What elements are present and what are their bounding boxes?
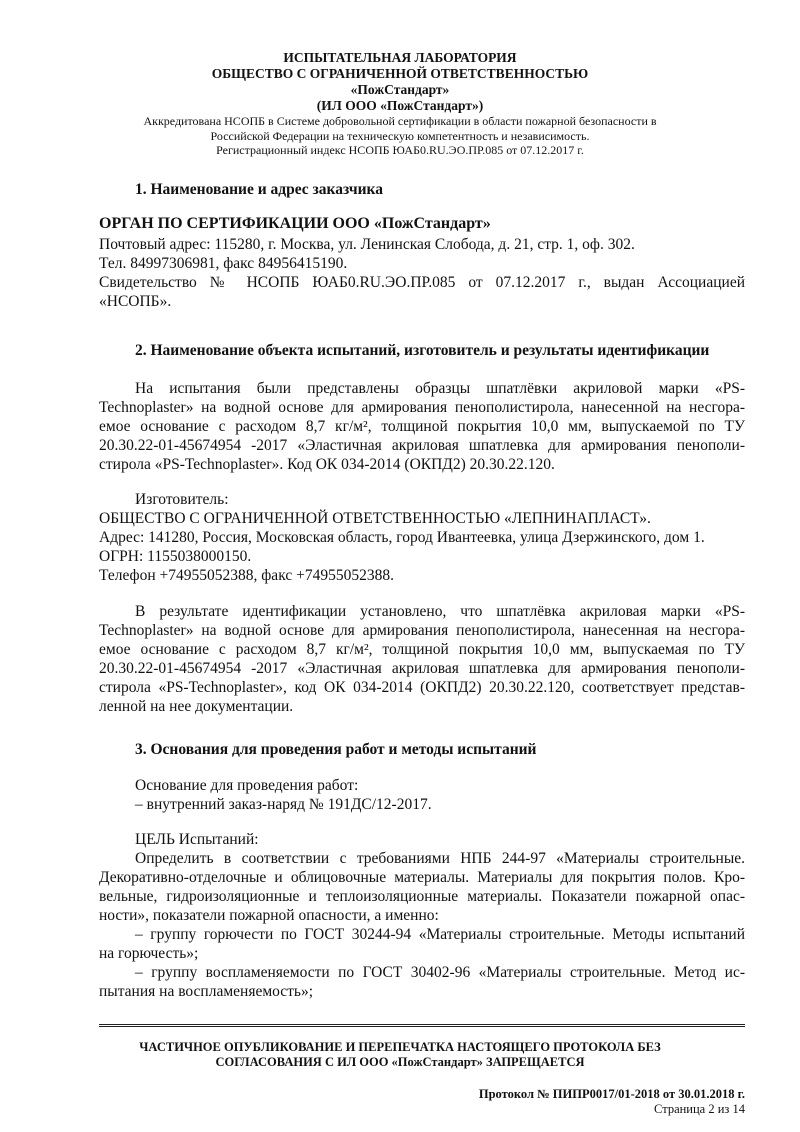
basis-label: Основание для проведения работ: <box>135 777 359 794</box>
goal-item-1-line-2: на горючесть»; <box>99 945 199 962</box>
goal-label: ЦЕЛЬ Испытаний: <box>135 831 259 848</box>
goal-item-2-line-2: пытания на воспламеняемость»; <box>99 983 314 1000</box>
object-paragraph-line-1: На испытания были представлены образцы шпатлёвки акриловой марки «PS- <box>135 380 745 397</box>
goal-item-1-line-1: – группу горючести по ГОСТ 30244-94 «Материалы строительные. Методы испытаний <box>135 926 745 943</box>
basis-item: – внутренний заказ-наряд № 191ДС/12-2017. <box>135 796 432 813</box>
goal-line-3: вельные, гидроизоляционные и теплоизоляционные материалы. Показатели пожарной опас- <box>99 888 745 905</box>
section-3-title: 3. Основания для проведения работ и методы испытаний <box>135 741 537 758</box>
object-paragraph-line-3: емое основание с расходом 8,7 кг/м², толщиной покрытия 10,0 мм, выпускаемой по ТУ <box>99 418 745 435</box>
header-line-2: ОБЩЕСТВО С ОГРАНИЧЕННОЙ ОТВЕТСТВЕННОСТЬЮ <box>211 66 589 81</box>
identification-paragraph-line-5: стирола «PS-Technoplaster», код ОК 034-2014 (ОКПД2) 20.30.22.120, соответствует представ- <box>99 679 745 696</box>
manufacturer-label: Изготовитель: <box>135 491 229 508</box>
manufacturer-phone: Телефон +74955052388, факс +74955052388. <box>99 567 394 584</box>
manufacturer-ogrn: ОГРН: 1155038000150. <box>99 548 252 565</box>
manufacturer-name: ОБЩЕСТВО С ОГРАНИЧЕННОЙ ОТВЕТСТВЕННОСТЬЮ «ЛЕПНИНАПЛАСТ». <box>99 510 651 527</box>
identification-paragraph-line-3: емое основание с расходом 8,7 кг/м², толщиной покрытия 10,0 мм, выпускаемая по ТУ <box>99 641 745 658</box>
object-paragraph-line-5: стирола «PS-Technoplaster». Код ОК 034-2014 (ОКПД2) 20.30.22.120. <box>99 456 555 473</box>
footer-notice <box>0 1040 800 1070</box>
object-paragraph-line-4: 20.30.22-01-45674954 -2017 «Эластичная акриловая шпатлевка для армирования пенополи- <box>99 437 745 454</box>
section-2-title: 2. Наименование объекта испытаний, изготовитель и результаты идентификации <box>135 342 710 359</box>
accreditation-line-2: Российской Федерации на техническую компетентность и независимость. <box>210 128 590 143</box>
header-line-1: ИСПЫТАТЕЛЬНАЯ ЛАБОРАТОРИЯ <box>283 50 517 65</box>
goal-line-2: Декоративно-отделочные и облицовочные материалы. Материалы для покрытия полов. Кро- <box>99 869 745 886</box>
page-number: Страница 2 из 14 <box>654 1102 745 1116</box>
customer-certificate-line-1: Свидетельство № НСОПБ ЮАБ0.RU.ЭО.ПР.085 от 07.12.2017 г., выдан Ассоциацией <box>99 274 745 291</box>
object-paragraph-line-2: Technoplaster» на водной основе для армирования пенополистирола, нанесенной на несгора- <box>99 399 745 416</box>
header-line-4: (ИЛ ООО «ПожСтандарт») <box>316 98 484 113</box>
identification-paragraph-line-2: Technoplaster» на водной основе для армирования пенополистирола, нанесенная на несгора- <box>99 622 745 639</box>
customer-address: Почтовый адрес: 115280, г. Москва, ул. Ленинская Слобода, д. 21, стр. 1, оф. 302. <box>99 236 635 253</box>
footer-notice-line-2: СОГЛАСОВАНИЯ С ИЛ ООО «ПожСтандарт» ЗАПРЕЩАЕТСЯ <box>215 1055 585 1069</box>
lab-header <box>0 50 800 158</box>
goal-line-4: ности», показатели пожарной опасности, а именно: <box>99 907 439 924</box>
header-line-3: «ПожСтандарт» <box>350 82 450 97</box>
accreditation-line-3: Регистрационный индекс НСОПБ ЮАБ0.RU.ЭО.ПР.085 от 07.12.2017 г. <box>216 143 584 157</box>
identification-paragraph-line-6: ленной на нее документации. <box>99 698 294 715</box>
footer-notice-line-1: ЧАСТИЧНОЕ ОПУБЛИКОВАНИЕ И ПЕРЕПЕЧАТКА НАСТОЯЩЕГО ПРОТОКОЛА БЕЗ <box>139 1040 661 1054</box>
customer-phone: Тел. 84997306981, факс 84956415190. <box>99 255 348 272</box>
identification-paragraph-line-4: 20.30.22-01-45674954 -2017 «Эластичная акриловая шпатлевка для армирования пенополи- <box>99 660 745 677</box>
customer-name: ОРГАН ПО СЕРТИФИКАЦИИ ООО «ПожСтандарт» <box>99 215 491 232</box>
section-1-title: 1. Наименование и адрес заказчика <box>135 181 384 198</box>
accreditation-line-1: Аккредитована НСОПБ в Системе добровольной сертификации в области пожарной безопасности в <box>143 114 657 128</box>
footer-divider <box>99 1024 745 1027</box>
identification-paragraph-line-1: В результате идентификации установлено, что шпатлёвка акриловая марки «PS- <box>135 603 745 620</box>
manufacturer-address: Адрес: 141280, Россия, Московская область, город Ивантеевка, улица Дзержинского, дом 1. <box>99 529 705 546</box>
protocol-number: Протокол № ПИПР0017/01-2018 от 30.01.2018 г. <box>478 1087 745 1101</box>
goal-line-1: Определить в соответствии с требованиями НПБ 244-97 «Материалы строительные. <box>135 850 745 867</box>
customer-certificate-line-2: «НСОПБ». <box>99 293 172 310</box>
goal-item-2-line-1: – группу воспламеняемости по ГОСТ 30402-96 «Материалы строительные. Метод ис- <box>135 964 745 981</box>
